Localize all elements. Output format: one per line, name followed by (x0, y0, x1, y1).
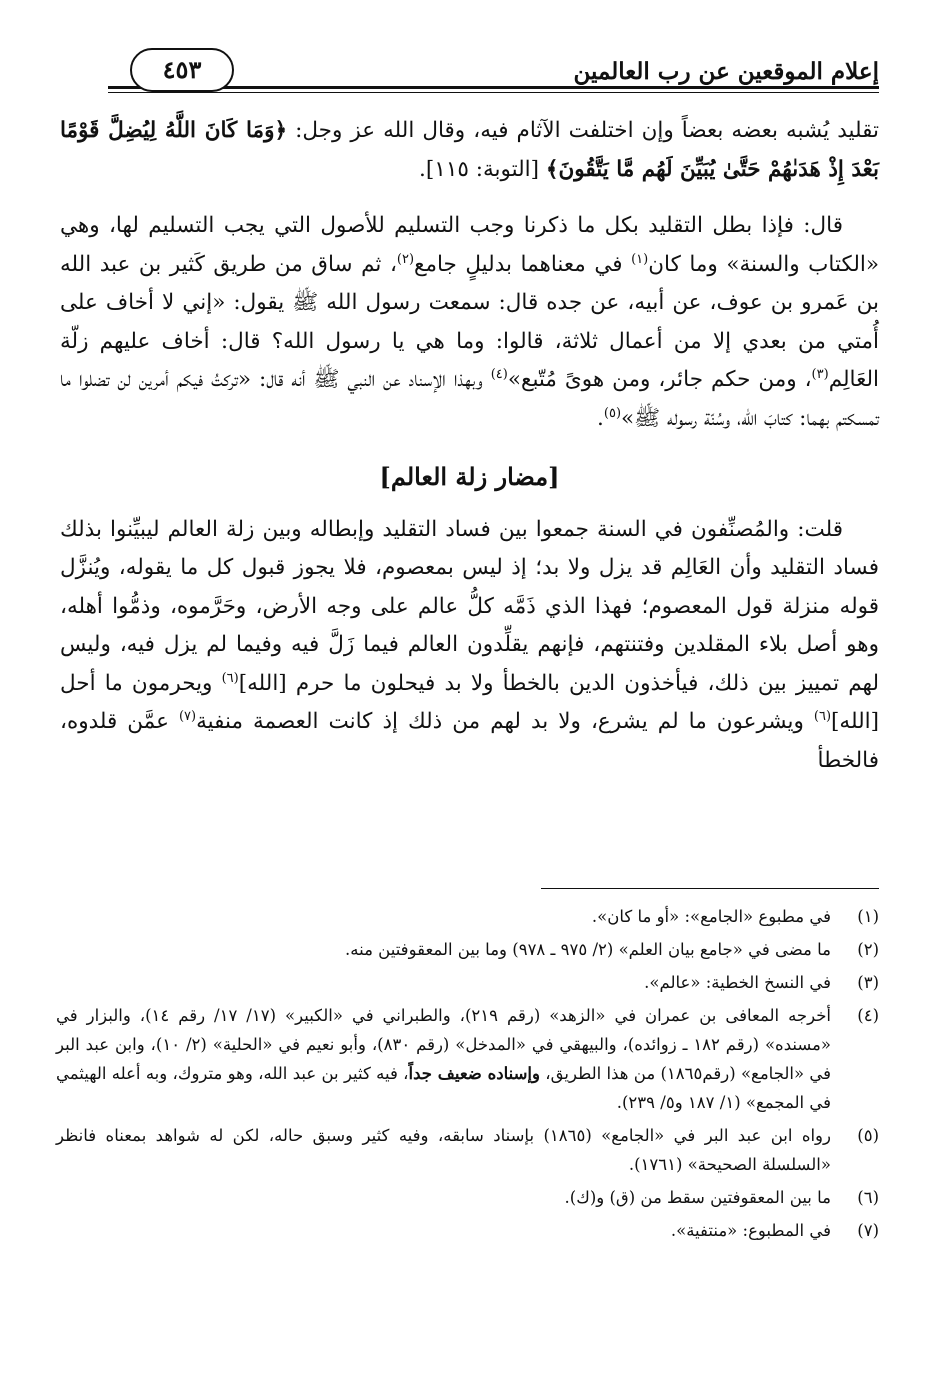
footnote-ref-3[interactable]: (٣) (811, 366, 829, 382)
p2-part-d: ، ومن حكم جائر، ومن هوىً مُتّبع» (507, 367, 812, 392)
footnote-5 (56, 1121, 879, 1179)
footnote-number: (٧) (857, 1221, 879, 1240)
p3-part-c: ويشرعون ما لم يشرع، ولا بد لهم من ذلك إذ كانت العصمة منفية (196, 709, 814, 734)
footnote-ref-6a[interactable]: (٦) (221, 670, 239, 686)
footnote-ref-4[interactable]: (٤) (490, 366, 508, 382)
footnote-text: في النسخ الخطية: «عالم». (644, 973, 831, 992)
footnote-text: في المطبوع: «منتفية». (670, 1221, 831, 1240)
footnote-4-part-a: أخرجه المعافى بن عمران في «الزهد» (رقم ٢١٩)، والطبراني في «الكبير» (١٧/ ١٧/ رقم ١٤)، والبزار في «مسنده» (رقم ١٨٢ ـ زوائده)، والبيهقي في «المدخل» (رقم ٨٣٠)، وأبو نعيم في «الحلية» (٢/ ١٠)، وابن عبد البر في «الجامع» (رقم١٨٦٥) من هذا الطريق، (56, 1006, 831, 1083)
section-title: [مضار زلة العالم] (379, 462, 560, 491)
footnote-text: ما مضى في «جامع بيان العلم» (٢/ ٩٧٥ ـ ٩٧٨) وما بين المعقوفتين منه. (345, 940, 831, 959)
footnote-number: (١) (857, 907, 879, 926)
footnote-ref-1[interactable]: (١) (631, 251, 649, 267)
footnote-separator (541, 888, 879, 889)
book-title: إعلام الموقعين عن رب العالمين (573, 58, 879, 85)
p3-part-a: قلت: والمُصنِّفون في السنة جمعوا بين فساد التقليد وإبطاله وبين زلة العالم ليبيِّنوا بذلك فساد التقليد وأن العَالِم قد يزل ولا بد؛ إذ ليس بمعصوم، فلا يجوز قبول كل ما يقوله، ويُنزَّل قوله منزلة قول المعصوم؛ فهذا الذي ذَمَّه كلُّ عالم على وجه الأرض، وحَرَّموه، وذمُّوا أهله، وهو أصل بلاء المقلدين وفتنتهم، فإنهم يقلِّدون العالم فيما زَلَّ فيه وفيما لم يزل فيه، وليس لهم تمييز بين ذلك، فيأخذون الدين بالخطأ ولا بد فيحلون ما حرم [الله] (60, 516, 879, 696)
footnote-4-part-b: ، فيه كثير بن عبد الله، وهو متروك، وبه أعله الهيثمي في المجمع» (١/ ١٨٧ و٥/ ٢٣٩). (56, 1064, 831, 1112)
quran-reference: [التوبة: ١١٥]. (419, 156, 546, 182)
footnote-ref-2[interactable]: (٢) (396, 251, 415, 267)
footnote-3 (56, 968, 879, 997)
p2-part-b: في معناهما بدليلٍ جامع (414, 251, 632, 277)
footnote-text: في مطبوع «الجامع»: «أو ما كان». (591, 907, 831, 926)
paragraph-1 (60, 112, 879, 189)
footnote-number: (٦) (857, 1188, 879, 1207)
p3-part-b: ويحرمون ما أحل [الله] (60, 670, 879, 734)
footnote-text: رواه ابن عبد البر في «الجامع» (١٨٦٥) بإسناد سابقه، وفيه كثير وسبق حاله، لكن له شواهد بمعناه فانظر «السلسلة الصحيحة» (١٧٦١). (56, 1126, 831, 1174)
footnote-1 (56, 902, 879, 931)
footnote-number: (٥) (857, 1126, 879, 1145)
footnote-2 (56, 935, 879, 964)
footnote-7 (56, 1216, 879, 1245)
p2-part-c: ، ثم ساق من طريق كَثير بن عبد الله بن عَمرو بن عوف، عن أبيه، عن جده قال: سمعت رسول الله ﷺ يقول: «إني لا أخاف على أُمتي من بعدي إلا من أعمال ثلاثة، قالوا: وما هي يا رسول الله؟ قال: أخاف عليهم زلّة العَالِم (60, 251, 879, 392)
footnote-ref-6b[interactable]: (٦) (813, 708, 832, 724)
p3-part-d: عمَّن قلدوه، فالخطأ (60, 709, 879, 773)
footnote-ref-5[interactable]: (٥) (603, 405, 622, 421)
main-text (60, 112, 879, 780)
quran-verse: ﴿وَمَا كَانَ اللَّهُ لِيُضِلَّ قَوْمًا بَعْدَ إِذْ هَدَىٰهُمْ حَتَّىٰ يُبَيِّنَ لَهُم مَّا يَتَّقُونَ﴾ (60, 118, 879, 182)
footnote-number: (٤) (857, 1006, 879, 1025)
paragraph-2 (60, 207, 879, 438)
footnote-text: ما بين المعقوفتين سقط من (ق) و(ك). (564, 1188, 831, 1207)
p1-text: تقليد يُشبه بعضه بعضاً وإن اختلفت الآثام فيه، وقال الله عز وجل: (287, 118, 879, 143)
footnote-4 (56, 1001, 879, 1117)
paragraph-3 (60, 511, 879, 781)
header-rule-thin (108, 92, 879, 93)
p2-part-e: وبهذا الإسناد عن النبي ﷺ أنه قال: «تركتُ فيكم أمرين لن تضلوا ما تمسكتم بهما: كتابَ الله، وسُنّة رسوله ﷺ» (60, 367, 879, 431)
footnote-number: (٢) (857, 940, 879, 959)
p2-part-a: قال: فإذا بطل التقليد بكل ما ذكرنا وجب التسليم للأصول التي يجب التسليم لها، وهي «الكتاب والسنة» وما كان (60, 213, 880, 277)
page-number: ٤٥٣ (130, 48, 234, 92)
footnotes (56, 902, 879, 1249)
footnote-4-grading: وإسناده ضعيف جداً (408, 1064, 540, 1083)
p2-part-f: . (597, 405, 604, 431)
footnote-6 (56, 1183, 879, 1212)
footnote-text (56, 1001, 831, 1117)
footnote-number: (٣) (857, 973, 879, 992)
footnote-ref-7[interactable]: (٧) (178, 708, 197, 724)
running-header (108, 56, 879, 96)
